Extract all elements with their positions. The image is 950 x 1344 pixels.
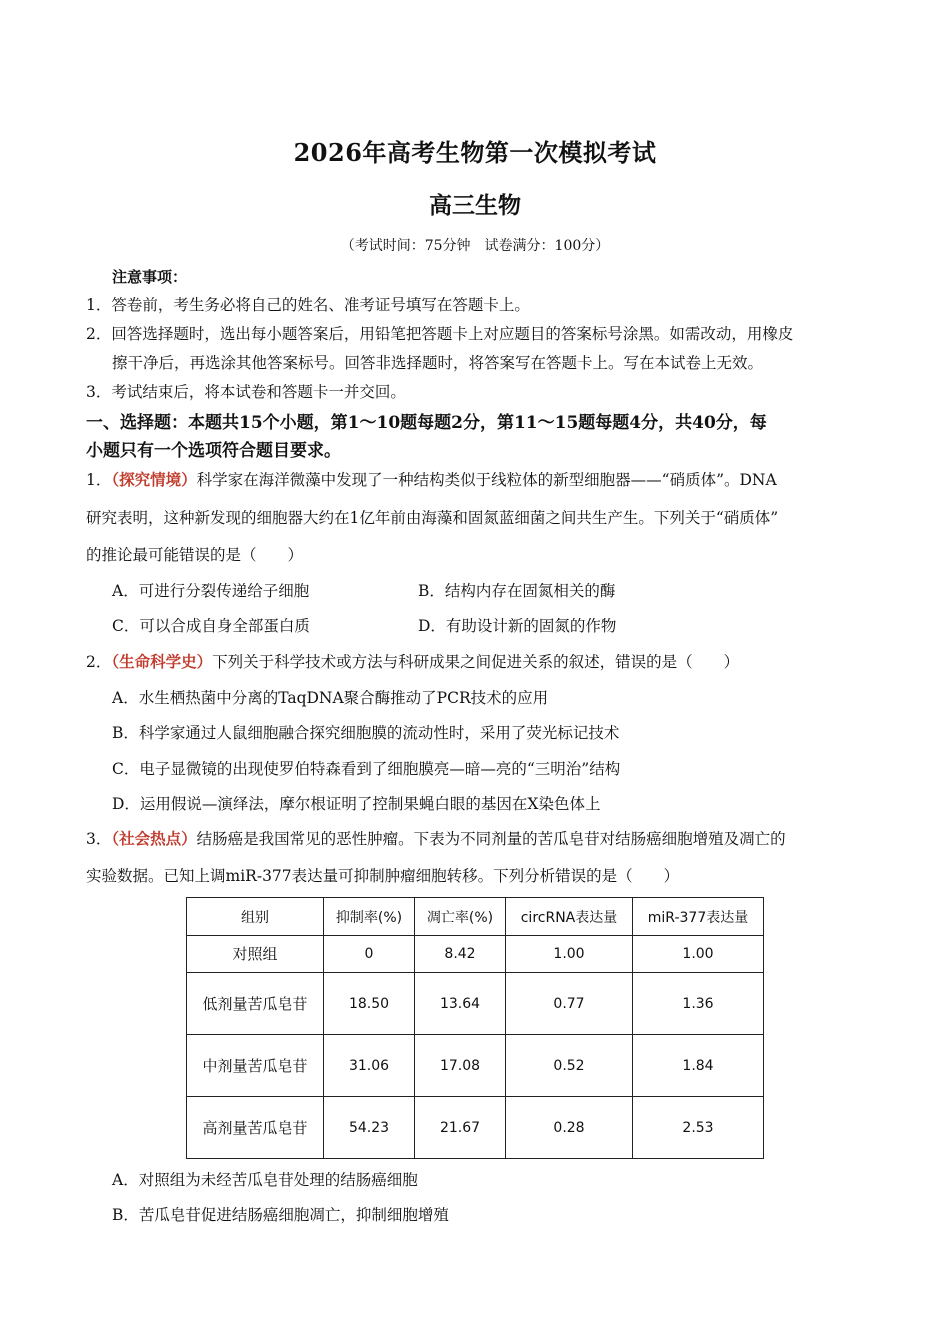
table-row [187, 973, 764, 1035]
col-header-mir377: miR-377表达量 [633, 898, 764, 936]
q1-option-c: C．可以合成自身全部蛋白质 [112, 617, 310, 635]
exam-info: （考试时间：75分钟 试卷满分：100分） [340, 238, 610, 254]
col-header-group: 组别 [187, 898, 324, 936]
question-text: 结肠癌是我国常见的恶性肿瘤。下表为不同剂量的苦瓜皂苷对结肠癌细胞增殖及凋亡的 [196, 830, 786, 848]
col-header-apoptosis: 凋亡率(%) [415, 898, 506, 936]
notes-heading: 注意事项： [112, 268, 188, 286]
cell-mir377: 2.53 [633, 1097, 764, 1159]
table-row [187, 1035, 764, 1097]
section-heading-line1: 一、选择题：本题共15个小题，第1～10题每题2分，第11～15题每题4分，共40分，每 [86, 413, 767, 433]
cell-apoptosis: 17.08 [415, 1035, 506, 1097]
table-row [187, 936, 764, 973]
q2-option-d: D．运用假说—演绎法，摩尔根证明了控制果蝇白眼的基因在X染色体上 [112, 795, 601, 813]
cell-apoptosis: 21.67 [415, 1097, 506, 1159]
q2-option-b: B．科学家通过人鼠细胞融合探究细胞膜的流动性时，采用了荧光标记技术 [112, 724, 620, 742]
question-text: 科学家在海洋微藻中发现了一种结构类似于线粒体的新型细胞器——“硝质体”。DNA [196, 471, 777, 489]
question-tag: （生命科学史） [111, 652, 213, 671]
q3-option-a: A．对照组为未经苦瓜皂苷处理的结肠癌细胞 [112, 1171, 418, 1189]
q2-option-c: C．电子显微镜的出现使罗伯特森看到了细胞膜亮—暗—亮的“三明治”结构 [112, 760, 621, 778]
cell-circrna: 0.28 [506, 1097, 633, 1159]
question-text: 下列关于科学技术或方法与科研成果之间促进关系的叙述，错误的是（ ） [212, 653, 740, 671]
cell-inhibit: 18.50 [324, 973, 415, 1035]
table-row [187, 1097, 764, 1159]
question-number: 1． [86, 471, 112, 489]
q1-option-b: B．结构内存在固氮相关的酶 [418, 582, 616, 600]
cell-apoptosis: 8.42 [415, 936, 506, 973]
q1-option-a: A．可进行分裂传递给子细胞 [112, 582, 310, 600]
question-3-line1 [86, 827, 786, 849]
question-tag: （探究情境） [111, 470, 197, 489]
cell-circrna: 0.52 [506, 1035, 633, 1097]
col-header-circrna: circRNA表达量 [506, 898, 633, 936]
note-item-3: 3．考试结束后，将本试卷和答题卡一并交回。 [86, 383, 406, 401]
cell-circrna: 1.00 [506, 936, 633, 973]
note-item-2-cont: 擦干净后，再选涂其他答案标号。回答非选择题时，将答案写在答题卡上。写在本试卷上无效。 [112, 354, 764, 372]
cell-inhibit: 54.23 [324, 1097, 415, 1159]
question-number: 2． [86, 653, 112, 671]
question-1-line3: 的推论最可能错误的是（ ） [86, 546, 304, 564]
q3-option-b: B．苦瓜皂苷促进结肠癌细胞凋亡，抑制细胞增殖 [112, 1206, 449, 1224]
q1-option-d: D．有助设计新的固氮的作物 [418, 617, 617, 635]
note-item-1: 1．答卷前，考生务必将自己的姓名、准考证号填写在答题卡上。 [86, 296, 530, 314]
question-1-line2: 研究表明，这种新发现的细胞器大约在1亿年前由海藻和固氮蓝细菌之间共生产生。下列关于“硝质体” [86, 509, 779, 527]
col-header-inhibit: 抑制率(%) [324, 898, 415, 936]
question-tag: （社会热点） [111, 829, 197, 848]
cell-inhibit: 31.06 [324, 1035, 415, 1097]
cell-apoptosis: 13.64 [415, 973, 506, 1035]
cell-group: 高剂量苦瓜皂苷 [187, 1097, 324, 1159]
cell-inhibit: 0 [324, 936, 415, 973]
question-2-line1 [86, 650, 739, 672]
table-header-row [187, 898, 764, 936]
note-item-2: 2．回答选择题时，选出每小题答案后，用铅笔把答题卡上对应题目的答案标号涂黑。如需改动，用橡皮 [86, 325, 794, 343]
experiment-data-table [186, 897, 764, 1159]
cell-group: 低剂量苦瓜皂苷 [187, 973, 324, 1035]
cell-mir377: 1.84 [633, 1035, 764, 1097]
exam-subtitle: 高三生物 [429, 192, 521, 219]
cell-group: 中剂量苦瓜皂苷 [187, 1035, 324, 1097]
cell-circrna: 0.77 [506, 973, 633, 1035]
exam-title: 2026年高考生物第一次模拟考试 [293, 138, 657, 167]
question-1-line1 [86, 468, 777, 490]
q2-option-a: A．水生栖热菌中分离的TaqDNA聚合酶推动了PCR技术的应用 [112, 689, 549, 707]
question-3-line2: 实验数据。已知上调miR-377表达量可抑制肿瘤细胞转移。下列分析错误的是（ ） [86, 867, 680, 885]
cell-mir377: 1.36 [633, 973, 764, 1035]
cell-mir377: 1.00 [633, 936, 764, 973]
question-number: 3． [86, 830, 112, 848]
cell-group: 对照组 [187, 936, 324, 973]
section-heading-line2: 小题只有一个选项符合题目要求。 [86, 441, 341, 461]
